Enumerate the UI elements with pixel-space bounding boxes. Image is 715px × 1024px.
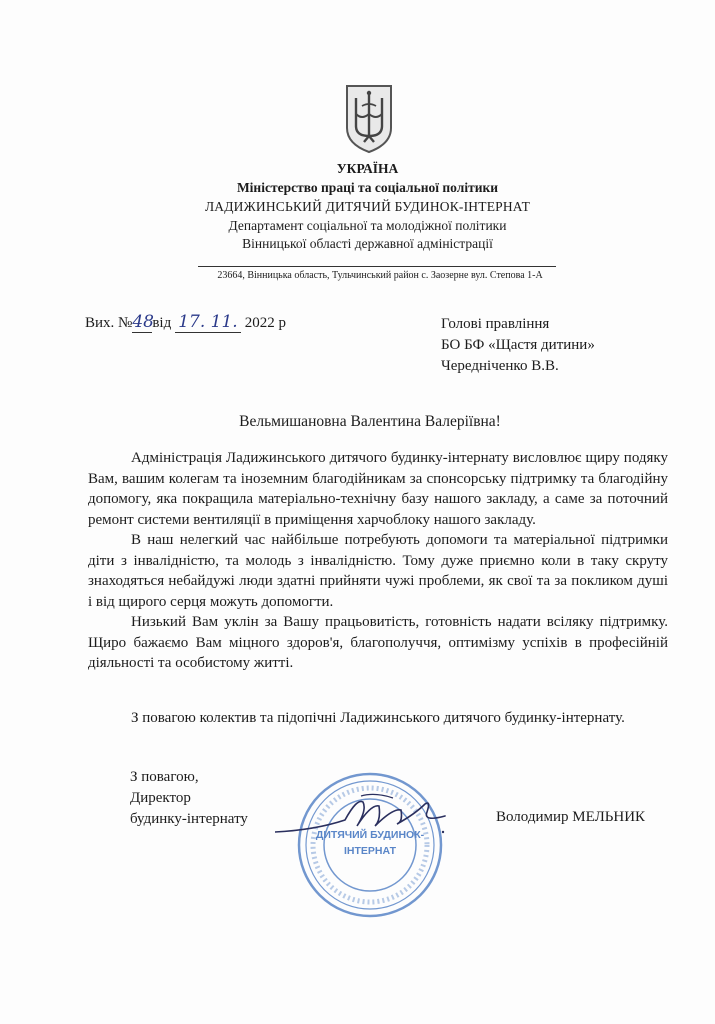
addressee-block [441,314,595,377]
addressee-line: Голові правління [441,316,550,332]
addressee-line: Чередніченко В.В. [441,358,559,374]
country-title: УКРАЇНА [336,161,399,176]
stamp-text: ІНТЕРНАТ [344,845,396,857]
department-title: Департамент соціальної та молодіжної політики [228,218,507,233]
outgoing-date-value: 17. 11. [175,312,241,333]
outgoing-number [85,312,286,333]
signer-position: Директор [130,790,191,806]
regards-text: З повагою, [130,769,199,785]
header-divider [198,266,556,267]
institution-title: ЛАДИЖИНСЬКИЙ ДИТЯЧИЙ БУДИНОК-ІНТЕРНАТ [204,199,531,214]
ministry-title: Міністерство праці та соціальної політики [236,180,499,195]
signer-position: будинку-інтернату [130,811,248,827]
signature-block [130,767,248,830]
outgoing-number-label: Вих. № [85,315,133,331]
addressee-line: БО БФ «Щастя дитини» [441,337,595,353]
body-paragraph: Адміністрація Ладижинського дитячого будинку-інтернату висловлює щиру подяку Вам, вашим колегам та іноземним благодійникам за спонсорську підтримку та благодійну допомогу, яка покращила матеріально-технічну базу нашого закладу, а саме за поточний ремонт системи вентиляції в приміщення харчоблоку нашого закладу. [88,450,668,528]
body-paragraph: Низький Вам уклін за Вашу працьовитість, готовність надати всіляку підтримку. Щиро бажаємо Вам міцного здоров'я, благополуччя, оптимізму успіхів в професійній діяльності та особистому житті. [88,614,668,671]
outgoing-number-value: 48 [132,312,154,332]
signer-name: Володимир МЕЛЬНИК [496,809,646,825]
greeting: Вельмишановна Валентина Валеріївна! [239,413,501,430]
handwritten-signature-icon [275,790,455,840]
body-paragraph: В наш нелегкий час найбільше потребують допомоги та матеріальної підтримки діти з інвалідністю, та молодь з інвалідністю. Тому дуже приємно коли в таку скруту знаходяться небайдужі люди здатні прийняти чужі проблеми, як свої та за покликом душі і від щирого серця можуть допомогти. [88,532,668,610]
outgoing-year: 2022 р [244,315,286,331]
letter-body [88,448,668,674]
outgoing-date-label: від [152,315,172,331]
institution-address: 23664, Вінницька область, Тульчинський район с. Заозерне вул. Степова 1-А [217,270,543,281]
region-title: Вінницької області державної адміністрації [242,236,493,251]
stamp-text: ДИТЯЧИЙ БУДИНОК- [315,829,425,841]
closing-paragraph: З повагою колектив та підопічні Ладижинського дитячого будинку-інтернату. [131,710,625,726]
coat-of-arms-icon [344,84,394,154]
